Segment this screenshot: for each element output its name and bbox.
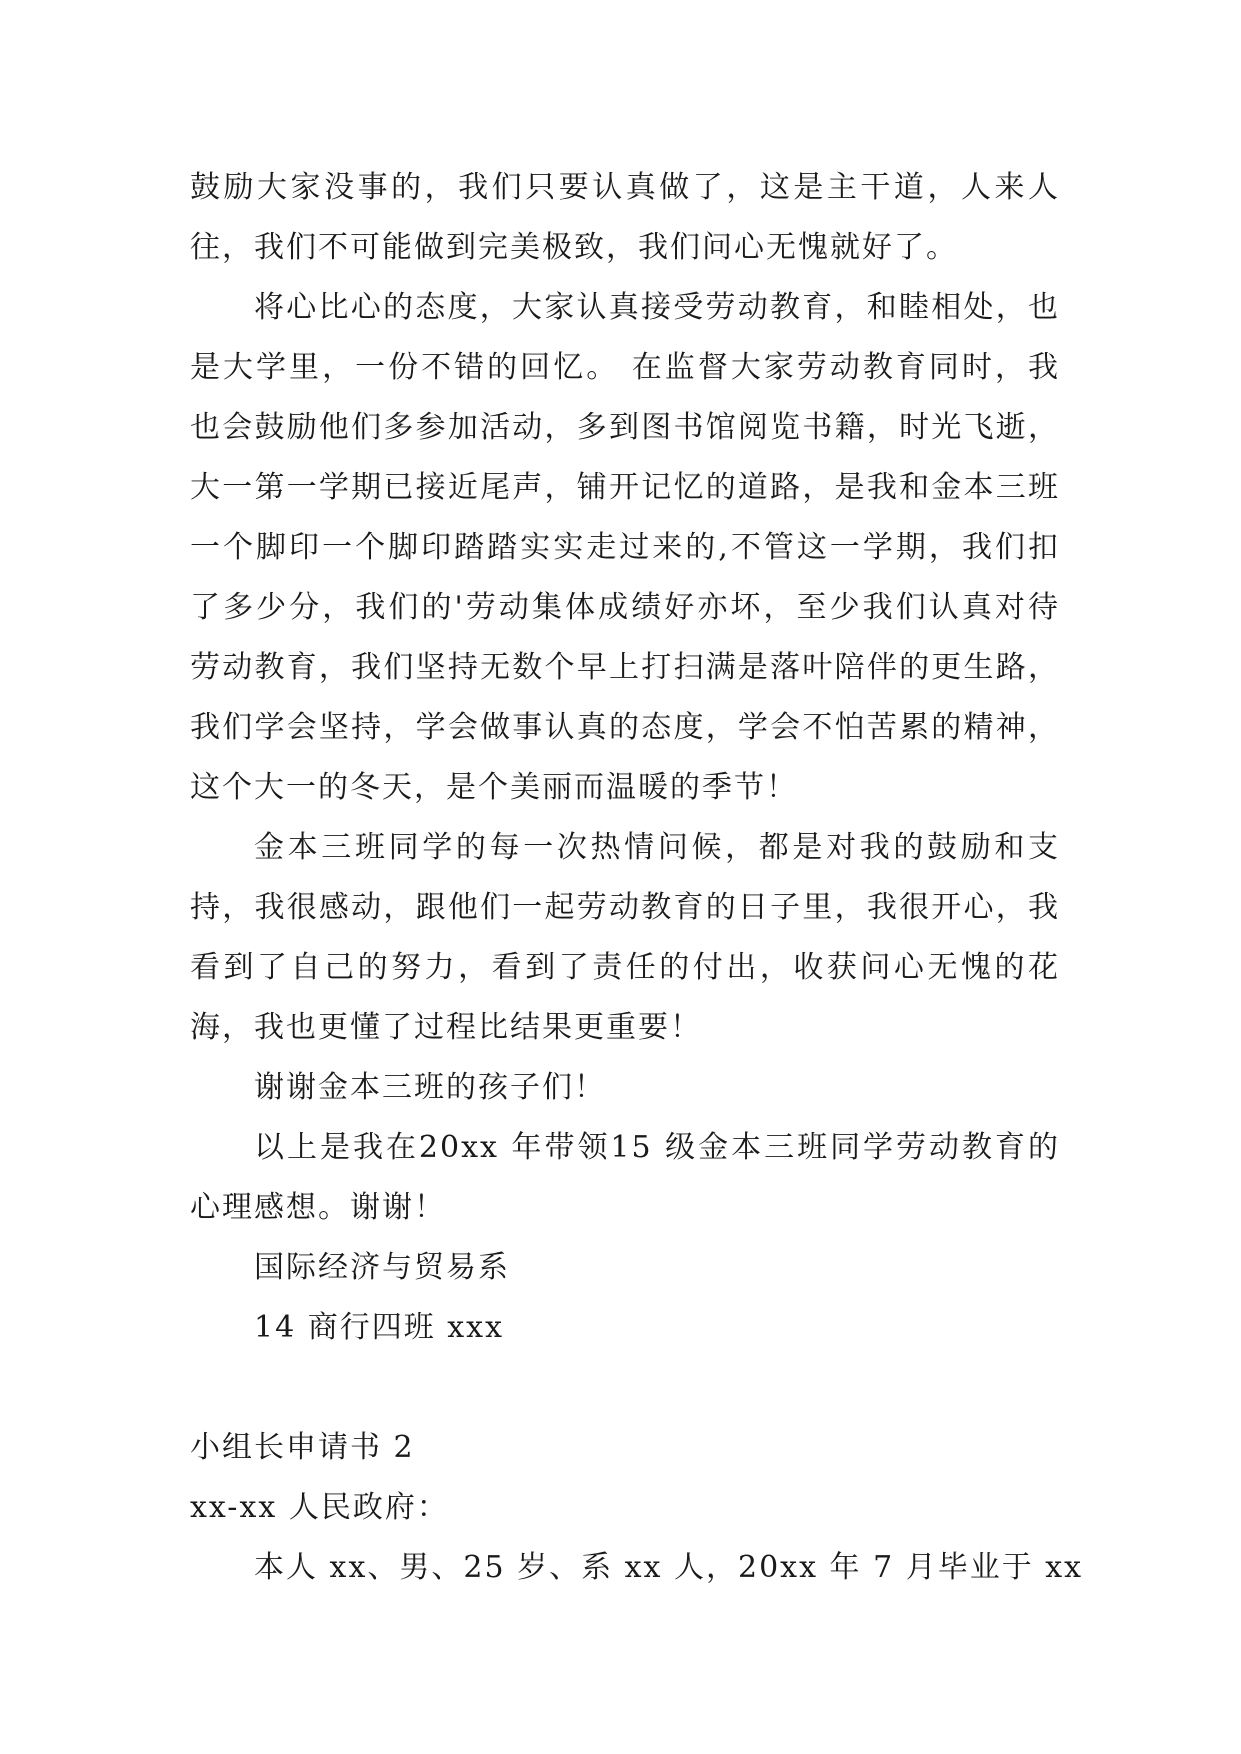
paragraph-summary: 以上是我在20xx 年带领15 级金本三班同学劳动教育的心理感想。谢谢！: [190, 1130, 1060, 1225]
signature-class-name: 14 商行四班 xxx: [254, 1310, 505, 1345]
document-body: [190, 158, 1084, 1598]
paragraph-thanks: 谢谢金本三班的孩子们！: [254, 1070, 606, 1105]
section-spacer: [190, 1358, 1060, 1418]
signature-department: 国际经济与贸易系: [254, 1250, 510, 1285]
section-title: 小组长申请书 2: [190, 1430, 415, 1465]
application-opening: 本人 xx、男、25 岁、系 xx 人，20xx 年 7 月毕业于 xx: [254, 1550, 1084, 1585]
salutation: xx-xx 人民政府：: [190, 1490, 449, 1525]
paragraph-3: 金本三班同学的每一次热情问候，都是对我的鼓励和支持，我很感动，跟他们一起劳动教育的日子里，我很开心，我看到了自己的努力，看到了责任的付出，收获问心无愧的花海，我也更懂了过程比结果更重要！: [190, 830, 1060, 1045]
paragraph-2: 将心比心的态度，大家认真接受劳动教育，和睦相处，也是大学里，一份不错的回忆。 在监督大家劳动教育同时，我也会鼓励他们多参加活动，多到图书馆阅览书籍，时光飞逝，大一第一学期已接近尾声，铺开记忆的道路，是我和金本三班一个脚印一个脚印踏踏实实走过来的,不管这一学期，我们扣了多少分，我们的'劳动集体成绩好亦坏，至少我们认真对待劳动教育，我们坚持无数个早上打扫满是落叶陪伴的更生路，我们学会坚持，学会做事认真的态度，学会不怕苦累的精神，这个大一的冬天，是个美丽而温暖的季节！: [190, 290, 1060, 805]
paragraph-1: 鼓励大家没事的，我们只要认真做了，这是主干道，人来人往，我们不可能做到完美极致，我们问心无愧就好了。: [190, 170, 1060, 265]
